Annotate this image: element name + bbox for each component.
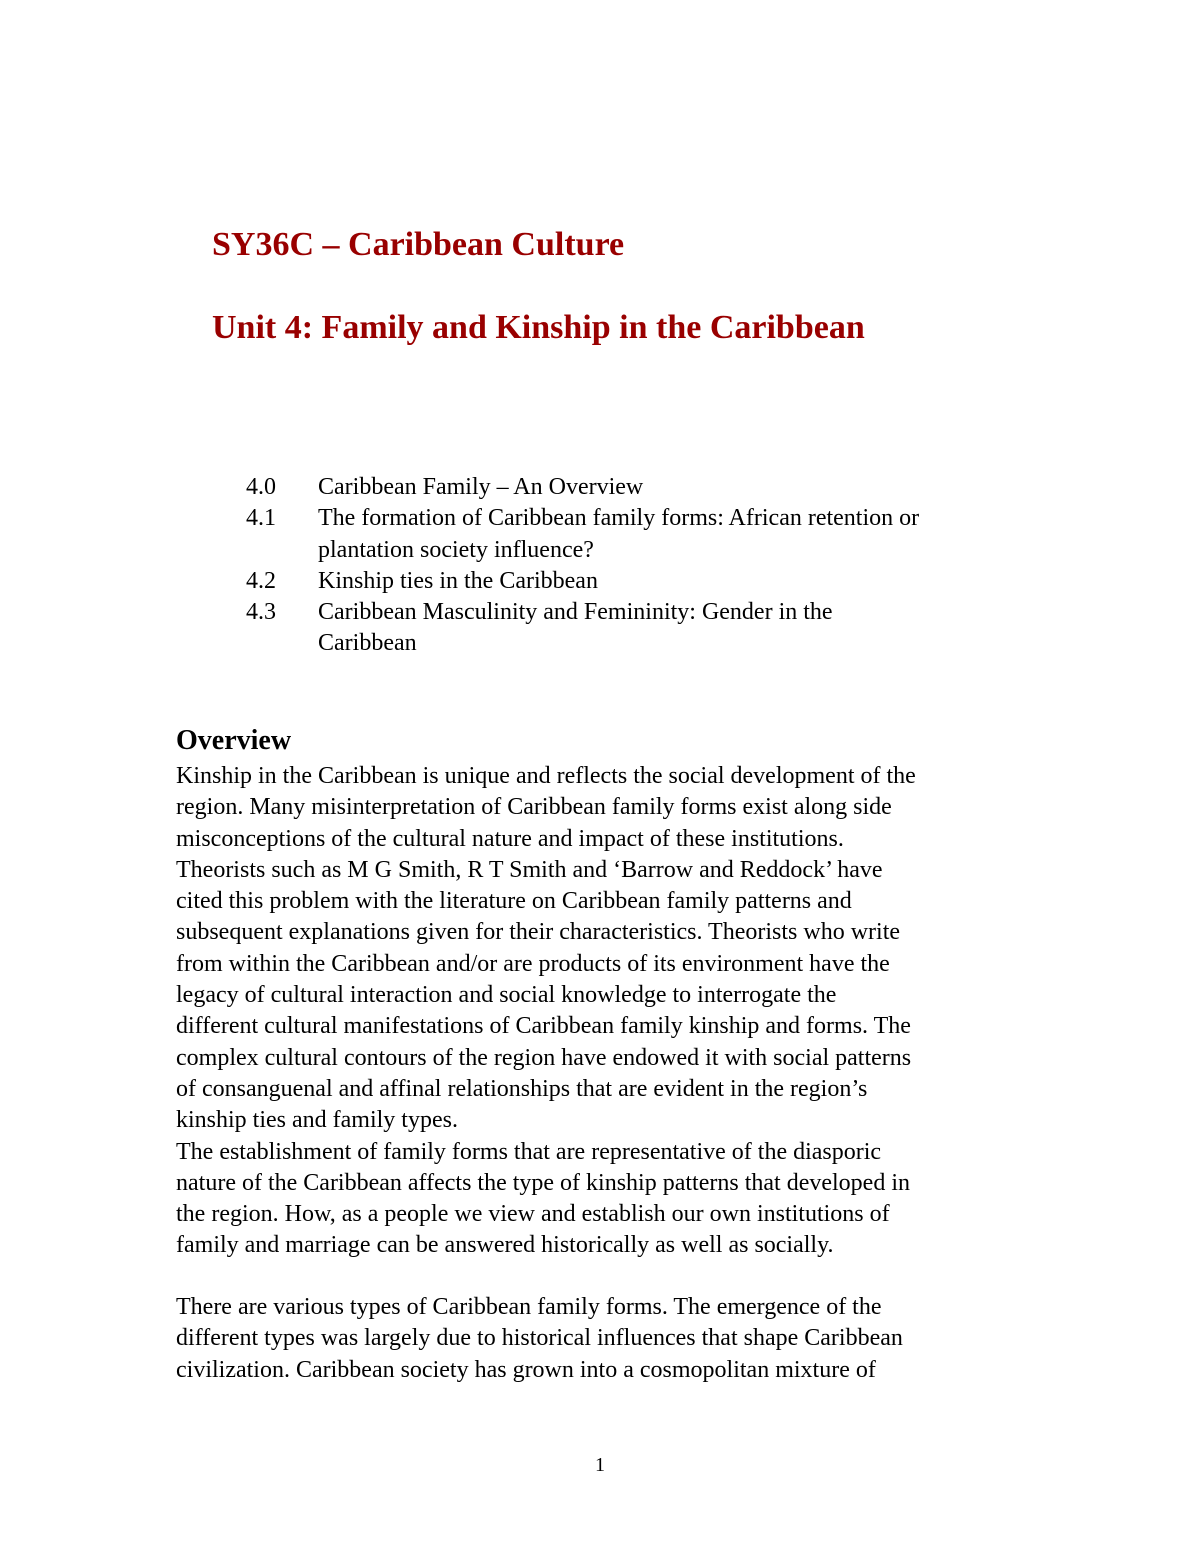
paragraph-line: nature of the Caribbean affects the type of kinship patterns that developed in bbox=[176, 1169, 910, 1196]
toc-item-title-line: plantation society influence? bbox=[318, 536, 594, 563]
paragraph-line: different types was largely due to historical influences that shape Caribbean bbox=[176, 1325, 903, 1352]
toc-item bbox=[246, 503, 1046, 566]
paragraph-line: the region. How, as a people we view and establish our own institutions of bbox=[176, 1201, 890, 1228]
paragraph-line: misconceptions of the cultural nature and impact of these institutions. bbox=[176, 825, 844, 852]
paragraph-line: from within the Caribbean and/or are products of its environment have the bbox=[176, 950, 890, 977]
paragraph-line: subsequent explanations given for their characteristics. Theorists who write bbox=[176, 919, 901, 946]
paragraph-line: of consanguenal and affinal relationships that are evident in the region’s bbox=[176, 1075, 868, 1102]
course-title: SY36C – Caribbean Culture bbox=[212, 226, 625, 263]
overview-paragraph-1 bbox=[176, 761, 1036, 1262]
paragraph-line: kinship ties and family types. bbox=[176, 1107, 458, 1134]
paragraph-line: Kinship in the Caribbean is unique and reflects the social development of the bbox=[176, 763, 916, 789]
toc-item-number: 4.3 bbox=[246, 599, 276, 626]
toc-item bbox=[246, 566, 1046, 597]
paragraph-line: There are various types of Caribbean family forms. The emergence of the bbox=[176, 1294, 882, 1320]
paragraph-line: complex cultural contours of the region have endowed it with social patterns bbox=[176, 1044, 912, 1071]
paragraph-line: region. Many misinterpretation of Caribbean family forms exist along side bbox=[176, 794, 892, 821]
paragraph-line: family and marriage can be answered historically as well as socially. bbox=[176, 1232, 834, 1259]
paragraph-line: The establishment of family forms that are representative of the diasporic bbox=[176, 1138, 882, 1165]
page-number: 1 bbox=[595, 1454, 605, 1476]
table-of-contents bbox=[246, 472, 1046, 660]
paragraph-line: cited this problem with the literature on Caribbean family patterns and bbox=[176, 888, 852, 915]
toc-item-number: 4.2 bbox=[246, 567, 276, 594]
toc-item-title bbox=[318, 566, 1018, 597]
toc-item-title-line: Caribbean bbox=[318, 630, 417, 657]
unit-title: Unit 4: Family and Kinship in the Caribbean bbox=[212, 309, 865, 346]
toc-item-number: 4.0 bbox=[246, 474, 276, 500]
overview-paragraph-2 bbox=[176, 1292, 1036, 1386]
paragraph-line: Theorists such as M G Smith, R T Smith and ‘Barrow and Reddock’ have bbox=[176, 856, 883, 883]
toc-item-title-line: Kinship ties in the Caribbean bbox=[318, 567, 598, 594]
paragraph-line: different cultural manifestations of Caribbean family kinship and forms. The bbox=[176, 1013, 911, 1040]
paragraph-line: civilization. Caribbean society has grown into a cosmopolitan mixture of bbox=[176, 1356, 876, 1383]
toc-item-title bbox=[318, 472, 1018, 503]
toc-item-title-line: Caribbean Family – An Overview bbox=[318, 474, 644, 500]
toc-item-title bbox=[318, 503, 1018, 566]
overview-heading: Overview bbox=[176, 725, 292, 756]
toc-item bbox=[246, 472, 1046, 503]
toc-item-number: 4.1 bbox=[246, 505, 276, 532]
toc-item-title-line: The formation of Caribbean family forms: African retention or bbox=[318, 505, 920, 532]
toc-item bbox=[246, 597, 1046, 660]
toc-item-title bbox=[318, 597, 1018, 660]
paragraph-line: legacy of cultural interaction and social knowledge to interrogate the bbox=[176, 982, 837, 1009]
toc-item-title-line: Caribbean Masculinity and Femininity: Gender in the bbox=[318, 599, 833, 626]
